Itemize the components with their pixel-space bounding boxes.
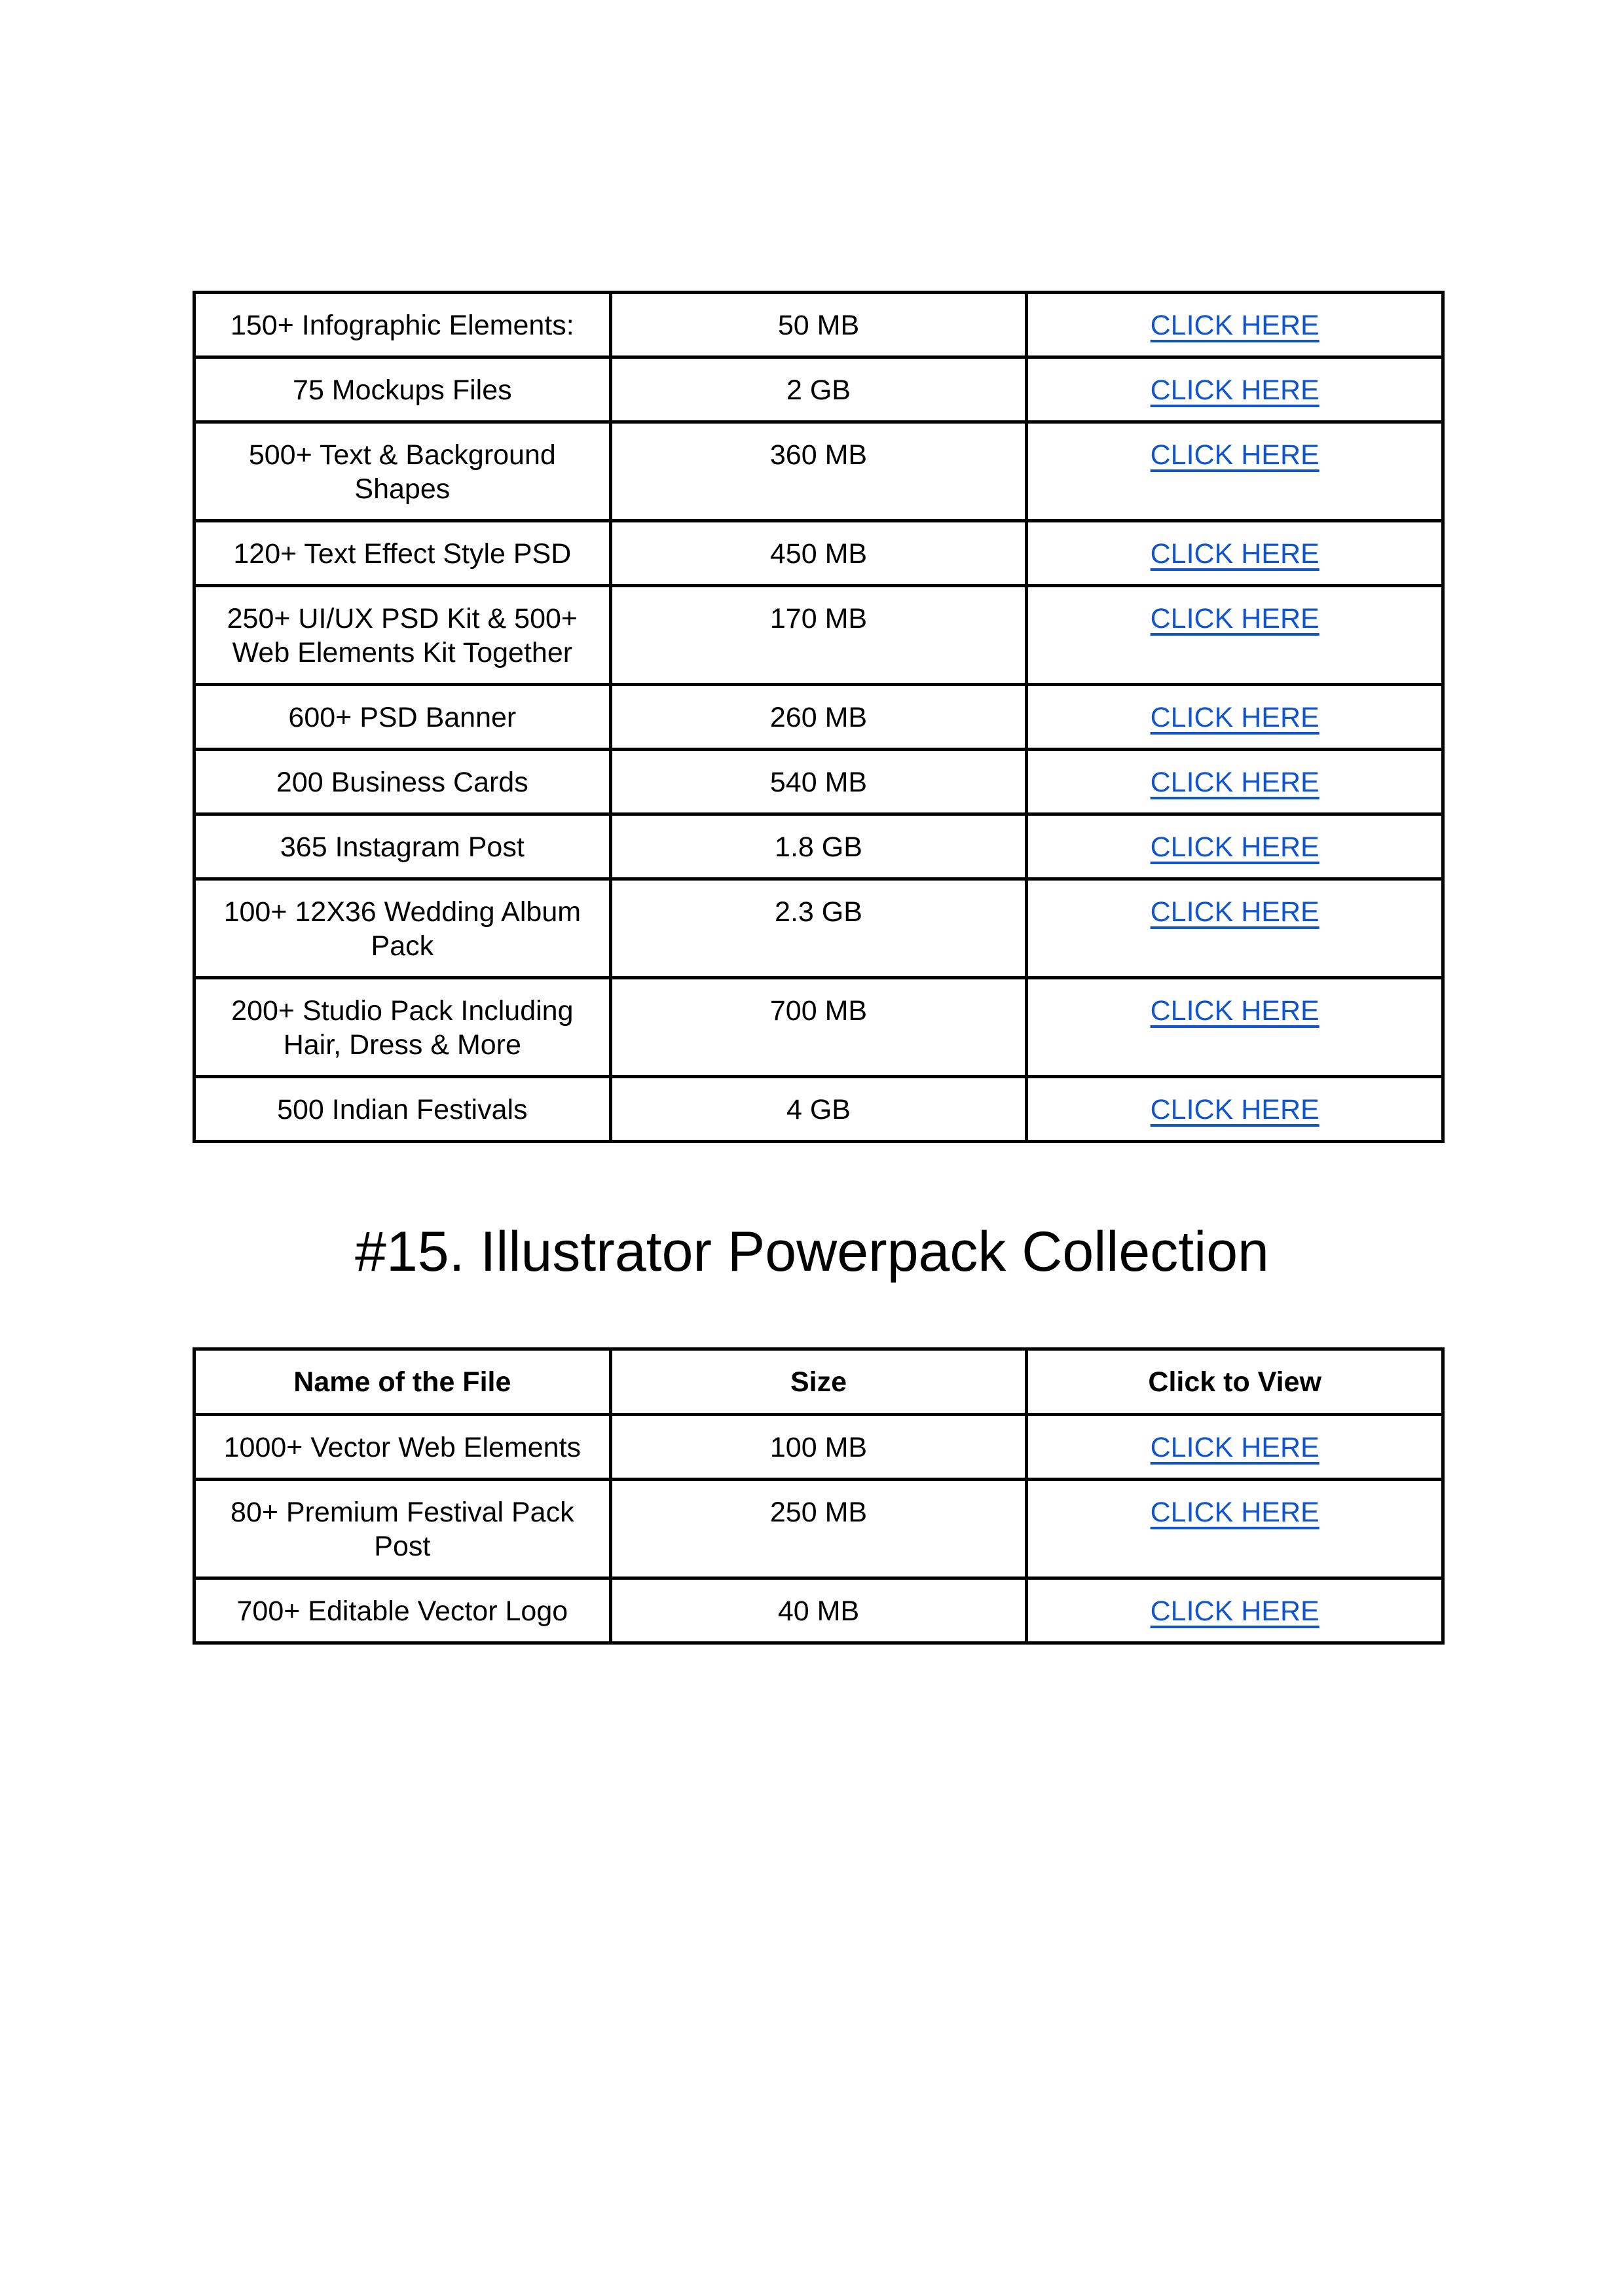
click-here-link[interactable]: CLICK HERE [1150, 1094, 1320, 1125]
file-name-cell: 700+ Editable Vector Logo [194, 1578, 611, 1643]
file-size-cell: 4 GB [610, 1077, 1027, 1142]
file-name-cell: 80+ Premium Festival Pack Post [194, 1480, 611, 1578]
click-here-link[interactable]: CLICK HERE [1150, 831, 1320, 863]
click-here-link[interactable]: CLICK HERE [1150, 702, 1320, 733]
link-cell [1027, 293, 1443, 357]
file-size-cell: 450 MB [610, 521, 1027, 586]
file-size-cell: 2.3 GB [610, 879, 1027, 978]
file-size-table [193, 291, 1445, 1143]
link-cell [1027, 521, 1443, 586]
click-here-link[interactable]: CLICK HERE [1150, 1432, 1320, 1463]
link-cell [1027, 422, 1443, 521]
column-header-view: Click to View [1027, 1349, 1443, 1415]
table-row [194, 293, 1443, 357]
click-here-link[interactable]: CLICK HERE [1150, 995, 1320, 1027]
file-name-cell: 500 Indian Festivals [194, 1077, 611, 1142]
table-row [194, 978, 1443, 1077]
table-row [194, 422, 1443, 521]
table-row [194, 1578, 1443, 1643]
link-cell [1027, 814, 1443, 879]
click-here-link[interactable]: CLICK HERE [1150, 767, 1320, 798]
file-size-cell: 260 MB [610, 685, 1027, 750]
table-row [194, 814, 1443, 879]
table-row [194, 879, 1443, 978]
link-cell [1027, 978, 1443, 1077]
file-name-cell: 1000+ Vector Web Elements [194, 1415, 611, 1480]
link-cell [1027, 586, 1443, 685]
table-row [194, 685, 1443, 750]
click-here-link[interactable]: CLICK HERE [1150, 603, 1320, 634]
file-name-cell: 100+ 12X36 Wedding Album Pack [194, 879, 611, 978]
click-here-link[interactable]: CLICK HERE [1150, 310, 1320, 341]
link-cell [1027, 1077, 1443, 1142]
file-name-cell: 200+ Studio Pack Including Hair, Dress & More [194, 978, 611, 1077]
section-heading: #15. Illustrator Powerpack Collection [355, 1220, 1269, 1283]
file-size-cell: 1.8 GB [610, 814, 1027, 879]
file-size-cell: 2 GB [610, 357, 1027, 422]
link-cell [1027, 1480, 1443, 1578]
file-name-cell: 150+ Infographic Elements: [194, 293, 611, 357]
column-header-name: Name of the File [194, 1349, 611, 1415]
column-header-size: Size [610, 1349, 1027, 1415]
file-name-cell: 200 Business Cards [194, 750, 611, 814]
click-here-link[interactable]: CLICK HERE [1150, 374, 1320, 406]
file-size-cell: 540 MB [610, 750, 1027, 814]
click-here-link[interactable]: CLICK HERE [1150, 439, 1320, 471]
file-size-cell: 700 MB [610, 978, 1027, 1077]
file-size-cell: 100 MB [610, 1415, 1027, 1480]
table-row [194, 521, 1443, 586]
table-row [194, 357, 1443, 422]
table-row [194, 586, 1443, 685]
table-row [194, 1415, 1443, 1480]
illustrator-file-table [193, 1347, 1445, 1645]
table-header-row [194, 1349, 1443, 1415]
table-row [194, 1077, 1443, 1142]
table-row [194, 1480, 1443, 1578]
file-size-cell: 170 MB [610, 586, 1027, 685]
file-name-cell: 600+ PSD Banner [194, 685, 611, 750]
file-name-cell: 365 Instagram Post [194, 814, 611, 879]
file-name-cell: 120+ Text Effect Style PSD [194, 521, 611, 586]
file-name-cell: 500+ Text & Background Shapes [194, 422, 611, 521]
file-name-cell: 250+ UI/UX PSD Kit & 500+ Web Elements Kit Together [194, 586, 611, 685]
file-name-cell: 75 Mockups Files [194, 357, 611, 422]
file-size-cell: 40 MB [610, 1578, 1027, 1643]
link-cell [1027, 685, 1443, 750]
file-size-cell: 50 MB [610, 293, 1027, 357]
click-here-link[interactable]: CLICK HERE [1150, 1497, 1320, 1528]
click-here-link[interactable]: CLICK HERE [1150, 1595, 1320, 1627]
link-cell [1027, 879, 1443, 978]
table-row [194, 750, 1443, 814]
click-here-link[interactable]: CLICK HERE [1150, 538, 1320, 570]
click-here-link[interactable]: CLICK HERE [1150, 896, 1320, 928]
link-cell [1027, 357, 1443, 422]
file-size-cell: 360 MB [610, 422, 1027, 521]
link-cell [1027, 1578, 1443, 1643]
link-cell [1027, 750, 1443, 814]
link-cell [1027, 1415, 1443, 1480]
file-size-cell: 250 MB [610, 1480, 1027, 1578]
